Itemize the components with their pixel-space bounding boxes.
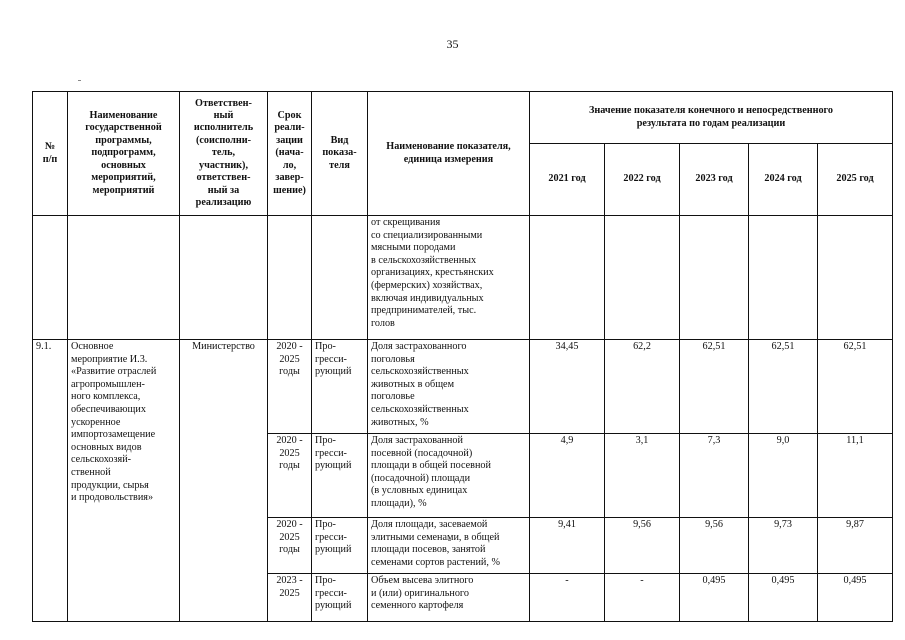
indicator-cell: Доля застрахованного поголовья сельскохозяйственных животных в общем поголовье сельскохозяйственных животных, % (368, 340, 530, 434)
value-cell: 62,51 (749, 340, 818, 434)
indicators-table (32, 91, 893, 622)
value-cell: 0,495 (818, 574, 893, 622)
cell-empty (818, 216, 893, 340)
activity-name: Основное мероприятие И.3. «Развитие отраслей агропромышлен- ного комплекса, обеспечивающих ускоренное импортозамещение основных видов сельскохозяй- ственной продукции, сырья и продовольствия» (68, 340, 180, 622)
table-row (33, 340, 893, 434)
header-values-group: Значение показателя конечного и непосредственного результата по годам реализации (530, 92, 893, 144)
indicator-cell: Доля застрахованной посевной (посадочной) площади в общей посевной (посадочной) площади (в условных единицах площади), % (368, 434, 530, 518)
page-number: 35 (446, 37, 459, 51)
header-term: Срок реали- зации (нача- ло, завер- шение) (268, 92, 312, 216)
cell-empty (605, 216, 680, 340)
cell-empty (33, 216, 68, 340)
indicator-type: Про- гресси- рующий (312, 340, 368, 434)
value-cell: 0,495 (749, 574, 818, 622)
cell-empty (68, 216, 180, 340)
header-indicator: Наименование показателя, единица измерения (368, 92, 530, 216)
header-year: 2021 год (530, 144, 605, 216)
term-cell: 2020 - 2025 годы (268, 340, 312, 434)
term-cell: 2020 - 2025 годы (268, 518, 312, 574)
term-cell: 2023 - 2025 (268, 574, 312, 622)
value-cell: 62,51 (818, 340, 893, 434)
cell-empty (180, 216, 268, 340)
value-cell: - (605, 574, 680, 622)
value-cell: 9,87 (818, 518, 893, 574)
cell-empty (680, 216, 749, 340)
header-year: 2023 год (680, 144, 749, 216)
indicator-cell: от скрещивания со специализированными мясными породами в сельскохозяйственных организациях, крестьянских (фермерских) хозяйствах, включая индивидуальных предпринимателей, тыс. голов (368, 216, 530, 340)
value-cell: 62,2 (605, 340, 680, 434)
value-cell: 34,45 (530, 340, 605, 434)
value-cell: 9,0 (749, 434, 818, 518)
value-cell: 0,495 (680, 574, 749, 622)
term-cell: 2020 - 2025 годы (268, 434, 312, 518)
indicator-cell: Доля площади, засеваемой элитными семенами, в общей площади посевов, занятой семенами сортов растений, % (368, 518, 530, 574)
cell-empty (530, 216, 605, 340)
scan-speck (78, 80, 81, 81)
value-cell: 4,9 (530, 434, 605, 518)
responsible-executor: Министерство (180, 340, 268, 622)
header-year: 2024 год (749, 144, 818, 216)
value-cell: 3,1 (605, 434, 680, 518)
header-num: № п/п (33, 92, 68, 216)
value-cell: 9,56 (605, 518, 680, 574)
cell-empty (749, 216, 818, 340)
value-cell: 9,56 (680, 518, 749, 574)
value-cell: - (530, 574, 605, 622)
header-year: 2025 год (818, 144, 893, 216)
indicator-type: Про- гресси- рующий (312, 434, 368, 518)
cell-empty (312, 216, 368, 340)
header-type: Вид показа- теля (312, 92, 368, 216)
row-number: 9.1. (33, 340, 68, 622)
value-cell: 9,73 (749, 518, 818, 574)
value-cell: 9,41 (530, 518, 605, 574)
cell-empty (268, 216, 312, 340)
indicator-type: Про- гресси- рующий (312, 518, 368, 574)
header-name: Наименование государственной программы, подпрограмм, основных мероприятий, мероприятий (68, 92, 180, 216)
header-year: 2022 год (605, 144, 680, 216)
header-row (33, 92, 893, 144)
continuation-row (33, 216, 893, 340)
header-responsible: Ответствен- ный исполнитель (соисполни- тель, участник), ответствен- ный за реализацию (180, 92, 268, 216)
value-cell: 62,51 (680, 340, 749, 434)
indicator-cell: Объем высева элитного и (или) оригинального семенного картофеля (368, 574, 530, 622)
indicator-type: Про- гресси- рующий (312, 574, 368, 622)
value-cell: 11,1 (818, 434, 893, 518)
value-cell: 7,3 (680, 434, 749, 518)
